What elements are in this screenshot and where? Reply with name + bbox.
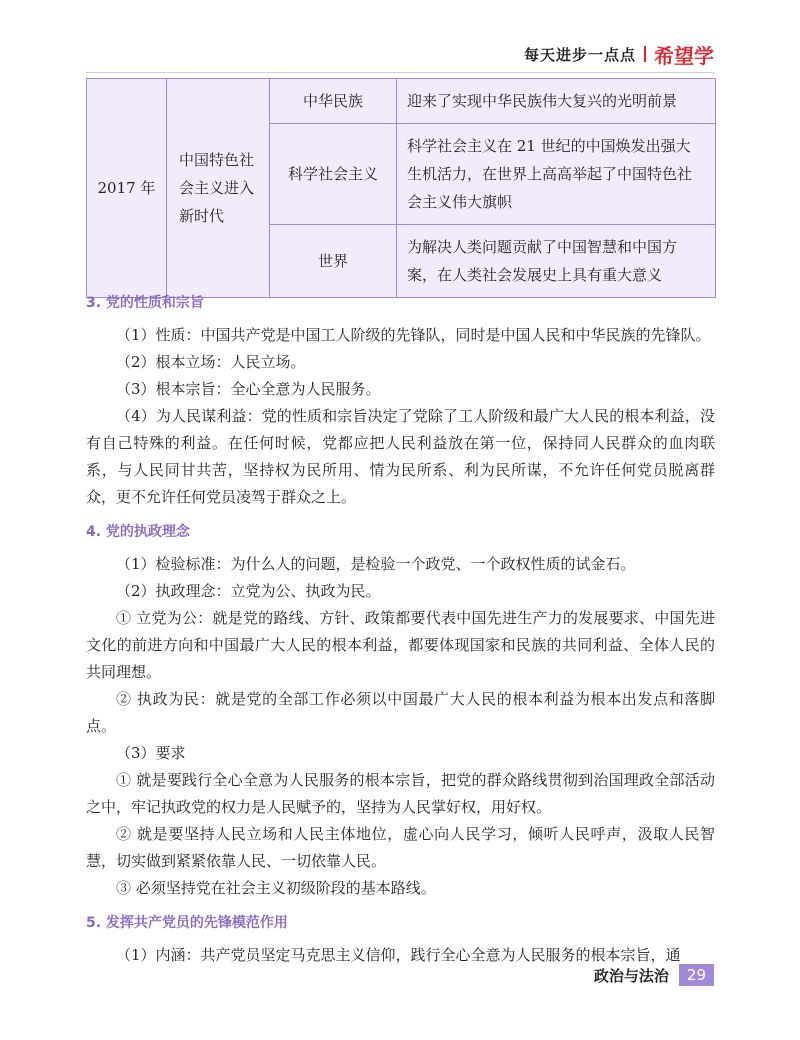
- paragraph: ② 执政为民：就是党的全部工作必须以中国最广大人民的根本利益为根本出发点和落脚点。: [86, 690, 715, 735]
- section-title: 3. 党的性质和宗旨: [86, 295, 204, 311]
- section-title: 4. 党的执政理念: [86, 524, 190, 540]
- header-divider: [86, 72, 714, 73]
- main-content: [86, 286, 715, 979]
- description-cell: 迎来了实现中华民族伟大复兴的光明前景: [397, 79, 716, 124]
- aspect-cell: 科学社会主义: [270, 124, 397, 225]
- table-row: [87, 79, 716, 124]
- section-governing-philosophy: [86, 521, 715, 902]
- paragraph: （2）执政理念：立党为公、执政为民。: [116, 582, 381, 600]
- paragraph: （1）检验标准：为什么人的问题，是检验一个政党、一个政权性质的试金石。: [116, 555, 636, 573]
- paragraph: ① 立党为公：就是党的路线、方针、政策都要代表中国先进生产力的发展要求、中国先进文化的前进方向和中国最广大人民的根本利益，都要体现国家和民族的共同利益、全体人民的共同理想。: [86, 609, 715, 681]
- paragraph: （3）要求: [116, 744, 186, 762]
- paragraph: ① 就是要践行全心全意为人民服务的根本宗旨，把党的群众路线贯彻到治国理政全部活动之中，牢记执政党的权力是人民赋予的，坚持为人民掌好权，用好权。: [86, 771, 715, 816]
- section-party-nature: [86, 292, 715, 511]
- history-table: [86, 78, 716, 298]
- aspect-cell: 中华民族: [270, 79, 397, 124]
- page-number: 29: [679, 964, 714, 986]
- page-header: [524, 40, 714, 68]
- description-cell: 科学社会主义在 21 世纪的中国焕发出强大生机活力，在世界上高高举起了中国特色社会主义伟大旗帜: [397, 124, 716, 225]
- paragraph: ③ 必须坚持党在社会主义初级阶段的基本路线。: [116, 879, 436, 897]
- brand-logo: 希望学: [654, 43, 714, 68]
- paragraph: （1）内涵：共产党员坚定马克思主义信仰，践行全心全意为人民服务的根本宗旨，通: [116, 946, 681, 964]
- paragraph: （4）为人民谋利益：党的性质和宗旨决定了党除了工人阶级和最广大人民的根本利益，没有自己特殊的利益。在任何时候，党都应把人民利益放在第一位，保持同人民群众的血肉联系，与人民同甘共苦，坚持权为民所用、情为民所系、利为民所谋，不允许任何党员脱离群众，更不允许任何党员凌驾于群众之上。: [86, 407, 715, 506]
- aspect-cell: 世界: [270, 225, 397, 298]
- era-cell: 中国特色社会主义进入新时代: [167, 79, 270, 298]
- description-cell: 为解决人类问题贡献了中国智慧和中国方案，在人类社会发展史上具有重大意义: [397, 225, 716, 298]
- paragraph: （3）根本宗旨：全心全意为人民服务。: [116, 380, 381, 398]
- subject-label: 政治与法治: [593, 966, 669, 985]
- page-footer: [594, 964, 714, 986]
- paragraph: ② 就是要坚持人民立场和人民主体地位，虚心向人民学习，倾听人民呼声，汲取人民智慧，切实做到紧紧依靠人民、一切依靠人民。: [86, 825, 715, 870]
- year-cell: 2017 年: [87, 79, 167, 298]
- header-slogan: 每天进步一点点: [523, 45, 636, 64]
- paragraph: （2）根本立场：人民立场。: [116, 353, 306, 371]
- paragraph: （1）性质：中国共产党是中国工人阶级的先锋队，同时是中国人民和中华民族的先锋队。: [116, 326, 711, 344]
- header-separator: [644, 46, 646, 62]
- section-vanguard-role: [86, 912, 715, 969]
- section-title: 5. 发挥共产党员的先锋模范作用: [86, 915, 288, 931]
